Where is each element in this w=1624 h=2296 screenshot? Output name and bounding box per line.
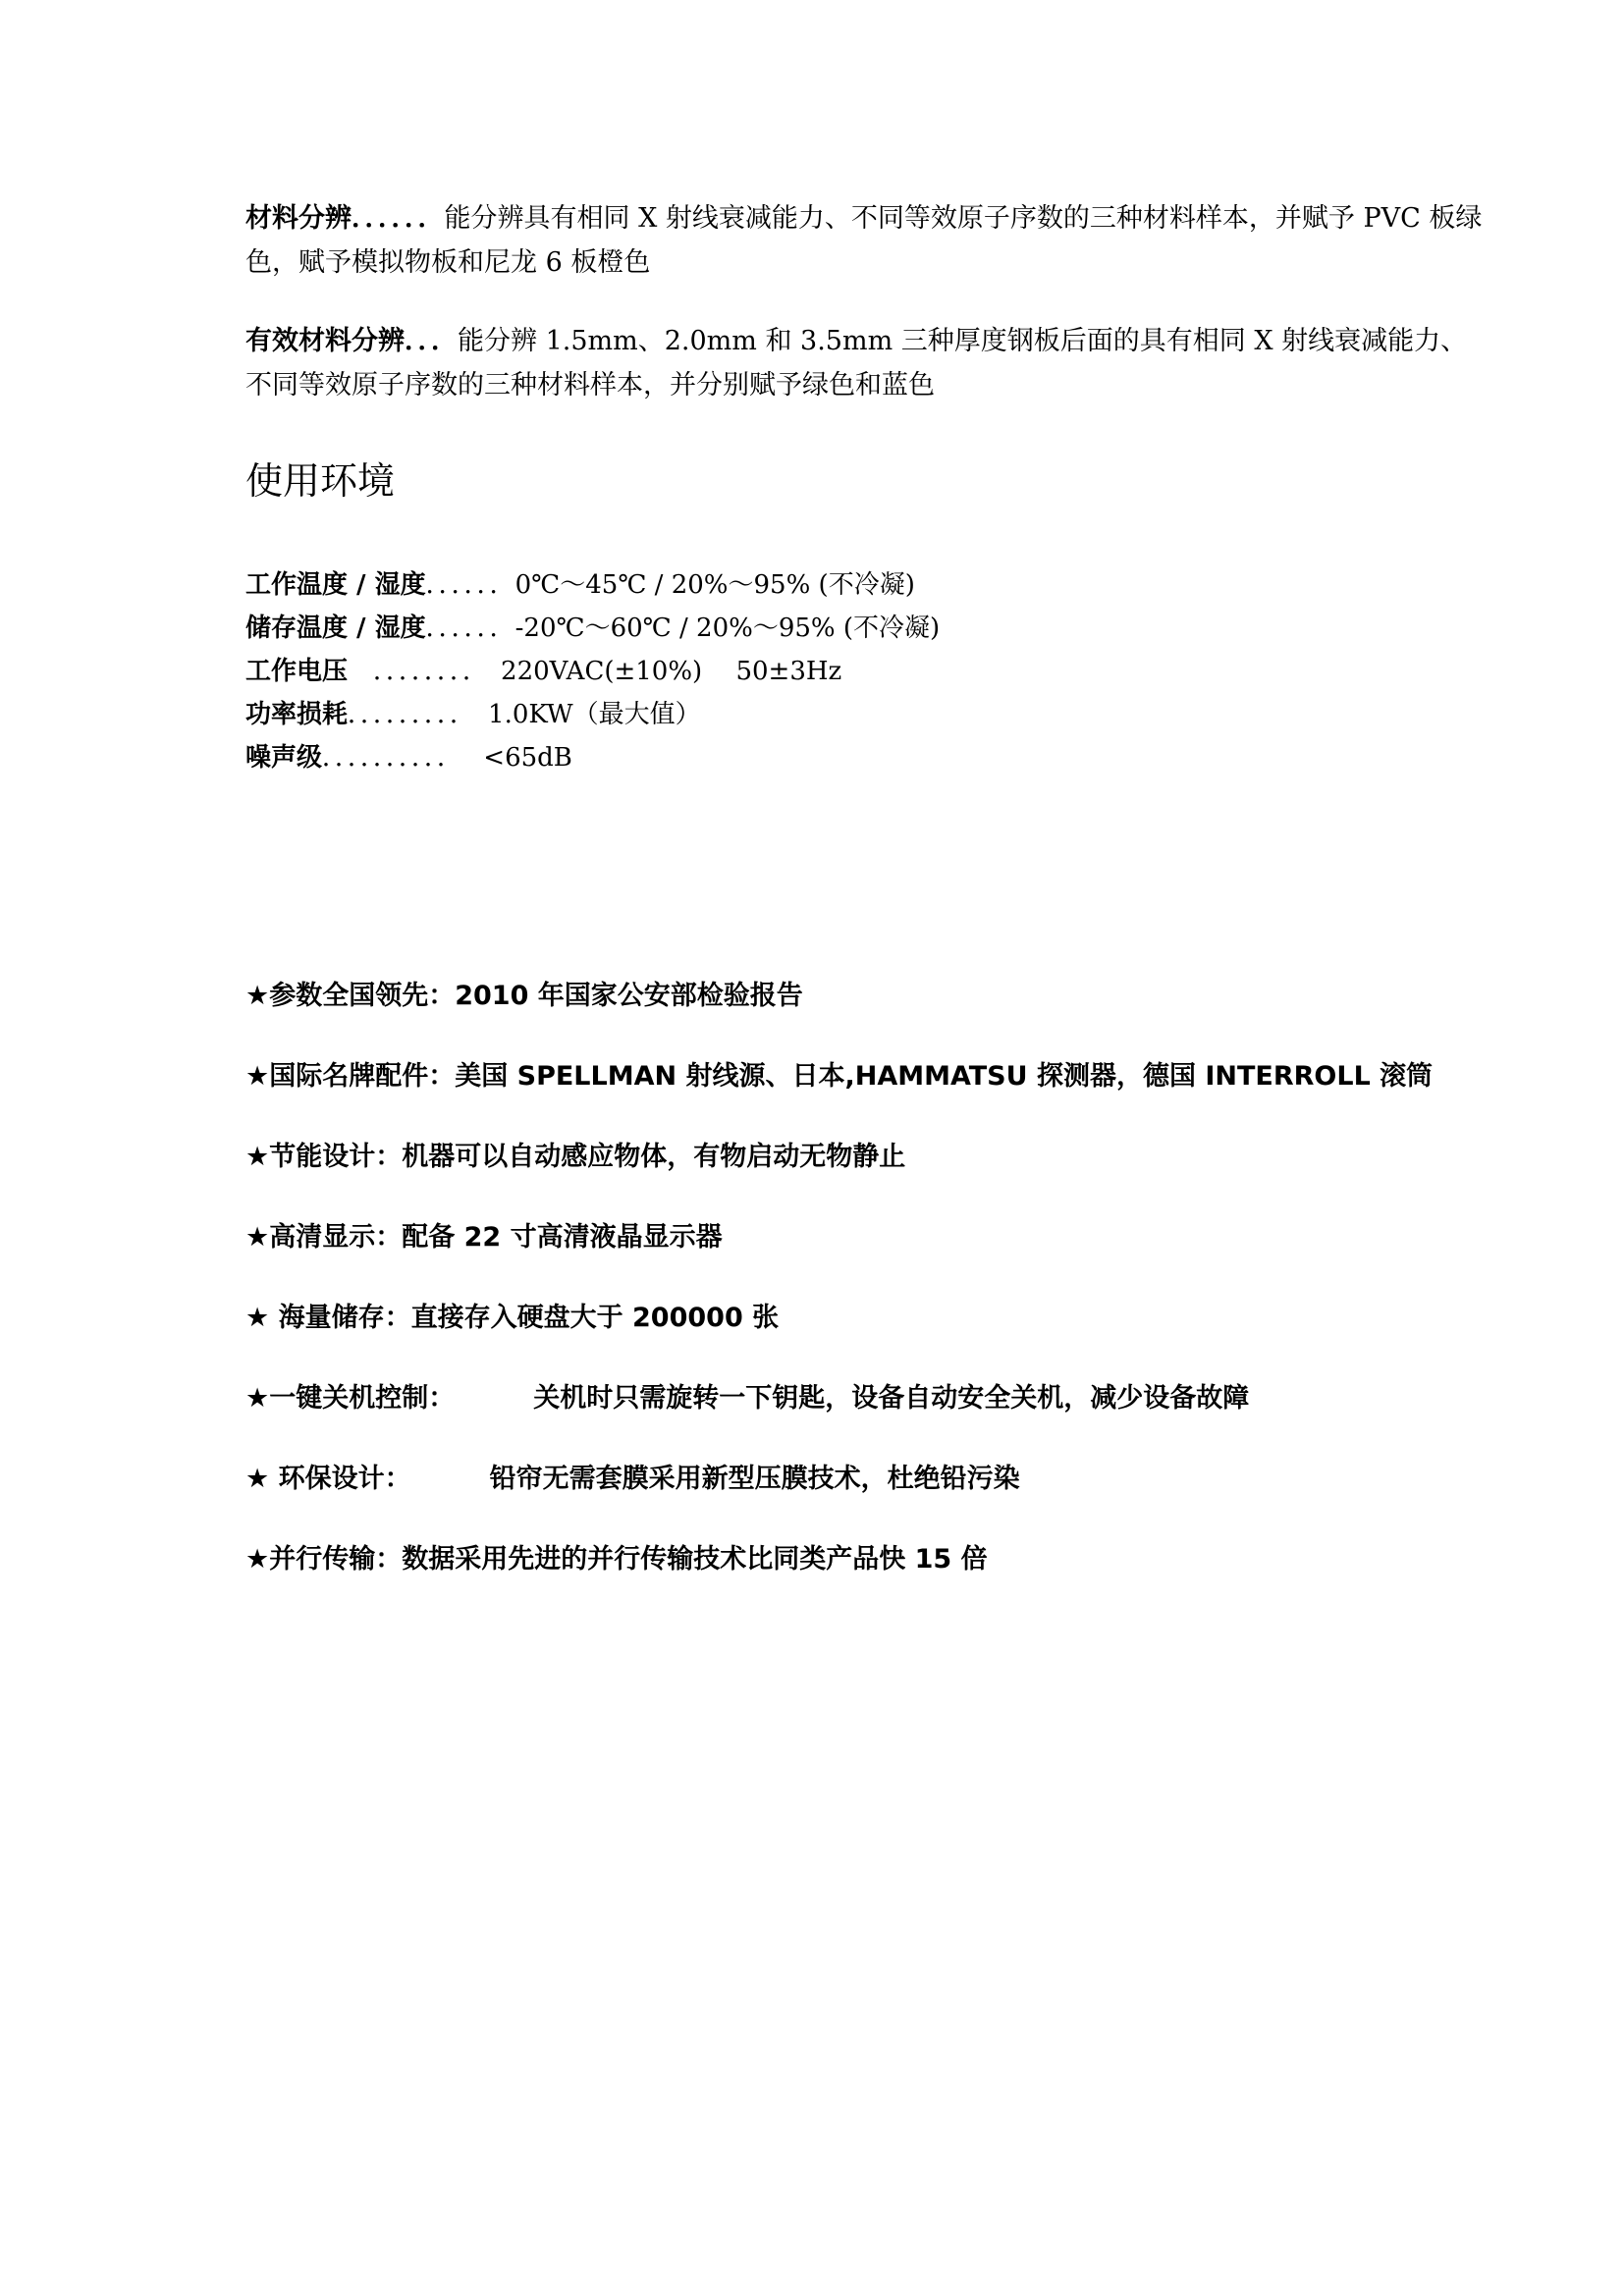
- feature-text: 配备 22 寸高清液晶显示器: [402, 1222, 723, 1253]
- star-icon: ★: [245, 1222, 270, 1253]
- feature-item: [245, 1297, 1492, 1377]
- effective-material-discrimination-paragraph: [245, 319, 1492, 407]
- feature-item: [245, 1136, 1492, 1216]
- env-dots: ．．．．．．．．: [348, 657, 502, 686]
- env-row-working-temp: [245, 563, 1424, 607]
- feature-list: [245, 975, 1492, 1619]
- star-icon: ★: [245, 1544, 270, 1575]
- env-dots: ．．．．．．: [425, 570, 515, 600]
- feature-label: 节能设计：: [269, 1142, 403, 1172]
- env-row-noise: [245, 736, 1424, 779]
- material-discrimination-label: 材料分辨．．．．．．: [245, 203, 445, 234]
- env-label: 噪声级: [245, 743, 323, 773]
- star-icon: ★: [245, 1464, 270, 1494]
- feature-item: [245, 1216, 1492, 1297]
- document-page: [245, 0, 1492, 2296]
- effective-material-text: 能分辨 1.5mm、2.0mm 和 3.5mm 三种厚度钢板后面的具有相同 X 射线衰减能力、不同等效原子序数的三种材料样本，并分别赋予绿色和蓝色: [245, 326, 1468, 400]
- star-icon: ★: [245, 1061, 270, 1092]
- feature-item: [245, 1377, 1492, 1458]
- env-label: 储存温度 / 湿度: [245, 614, 426, 643]
- feature-text: 直接存入硬盘大于 200000 张: [410, 1303, 780, 1333]
- feature-label: 一键关机控制：: [269, 1383, 456, 1414]
- environment-heading: 使用环境: [245, 459, 396, 503]
- env-dots: ．．．．．．: [425, 614, 515, 643]
- feature-label: 高清显示：: [269, 1222, 403, 1253]
- feature-label: 海量储存：: [269, 1303, 411, 1333]
- material-discrimination-paragraph: [245, 196, 1492, 285]
- env-label: 工作电压: [245, 657, 349, 686]
- feature-label: 环保设计：: [269, 1464, 411, 1494]
- star-icon: ★: [245, 1303, 270, 1333]
- feature-item: [245, 975, 1492, 1055]
- env-label: 功率损耗: [245, 700, 349, 729]
- env-row-power: [245, 693, 1424, 736]
- feature-text: 机器可以自动感应物体，有物启动无物静止: [402, 1142, 906, 1172]
- feature-text: 2010 年国家公安部检验报告: [455, 981, 803, 1011]
- feature-item: [245, 1055, 1492, 1136]
- feature-item: [245, 1538, 1492, 1619]
- feature-item: [245, 1458, 1492, 1538]
- feature-label: 并行传输：: [269, 1544, 403, 1575]
- env-dots: ．．．．．．．．．．: [322, 743, 476, 773]
- star-icon: ★: [245, 981, 270, 1011]
- env-value: 1.0KW（最大值）: [488, 700, 701, 729]
- env-label: 工作温度 / 湿度: [245, 570, 426, 600]
- env-dots: ．．．．．．．．．: [348, 700, 489, 729]
- env-value: 0℃～45℃ / 20%～95% (不冷凝): [514, 570, 915, 600]
- env-value: -20℃～60℃ / 20%～95% (不冷凝): [514, 614, 941, 643]
- feature-text: 数据采用先进的并行传输技术比同类产品快 15 倍: [402, 1544, 988, 1575]
- env-value: 220VAC(±10%) 50±3Hz: [501, 657, 842, 686]
- feature-text: 美国 SPELLMAN 射线源、日本,HAMMATSU 探测器，德国 INTERROLL 滚筒: [455, 1061, 1434, 1092]
- feature-text: 关机时只需旋转一下钥匙，设备自动安全关机，减少设备故障: [533, 1383, 1250, 1414]
- star-icon: ★: [245, 1142, 270, 1172]
- env-row-storage-temp: [245, 607, 1424, 650]
- star-icon: ★: [245, 1383, 270, 1414]
- env-value: <65dB: [475, 743, 572, 773]
- feature-label: 国际名牌配件：: [269, 1061, 456, 1092]
- feature-text: 铅帘无需套膜采用新型压膜技术，杜绝铅污染: [489, 1464, 1020, 1494]
- env-row-voltage: [245, 650, 1424, 693]
- material-discrimination-text: 能分辨具有相同 X 射线衰减能力、不同等效原子序数的三种材料样本，并赋予 PVC 板绿色，赋予模拟物板和尼龙 6 板橙色: [245, 203, 1483, 278]
- effective-material-label: 有效材料分辨．．．: [245, 326, 458, 356]
- feature-label: 参数全国领先：: [269, 981, 456, 1011]
- environment-spec-list: [245, 563, 1424, 779]
